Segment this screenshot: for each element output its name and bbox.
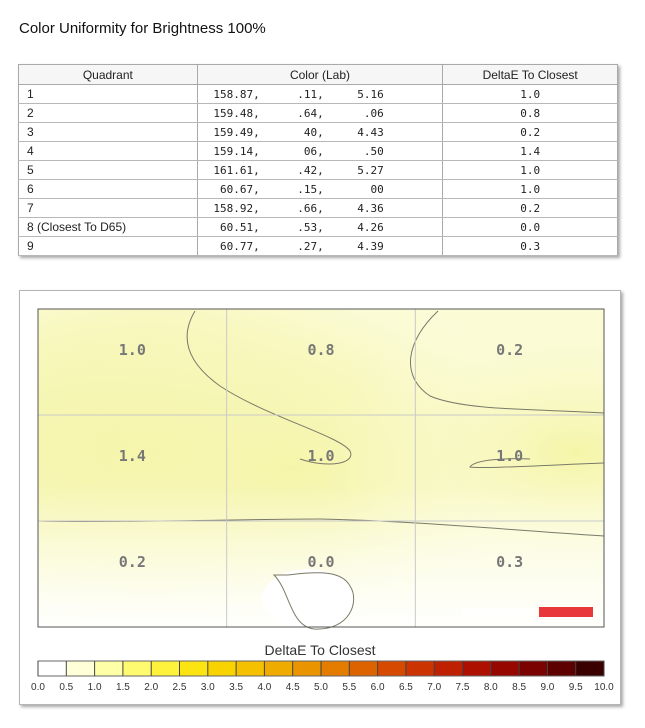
colorbar-segment [208,661,237,676]
lab-l-value: 159.14, [213,144,260,158]
lab-b-value: 4.36 [357,201,384,215]
lab-l-value: 158.92, [213,201,260,215]
colorbar-tick-label: 1.5 [115,682,130,693]
colorbar-tick-label: 8.0 [483,682,498,693]
colorbar-segment [180,661,209,676]
cell-deltae: 0.8 [443,104,618,123]
colorbar-segment [547,661,576,676]
cell-deltae: 0.3 [443,237,618,256]
cell-color-lab [197,123,443,142]
plot-area [38,309,604,629]
lab-b-value: 4.43 [357,125,384,139]
header-quadrant: Quadrant [19,65,198,85]
lab-l-value: 158.87, [213,87,260,101]
cell-label: 1.0 [496,447,524,465]
cell-deltae: 0.0 [443,218,618,237]
lab-a-value: .15, [297,182,324,196]
cell-quadrant: 9 [19,237,198,256]
colorbar-title: DeltaE To Closest [264,642,376,658]
lab-a-value: .27, [297,239,324,253]
cell-quadrant: 6 [19,180,198,199]
table-header-row [19,65,618,85]
lab-a-value: .66, [297,201,324,215]
table-row [19,199,618,218]
cell-label: 1.4 [118,447,146,465]
colorbar-segment [66,661,95,676]
colorbar-tick-label: 9.5 [568,682,583,693]
color-table [18,64,618,256]
cell-color-lab [197,104,443,123]
lab-b-value: 00 [370,182,384,196]
colorbar-segment [38,661,67,676]
cell-label: 0.8 [307,341,335,359]
cell-quadrant: 3 [19,123,198,142]
colorbar-segment [321,661,350,676]
colorbar-tick-label: 3.5 [229,682,244,693]
colorbar-tick-label: 8.5 [512,682,527,693]
colorbar-segment [264,661,293,676]
table-row [19,180,618,199]
colorbar-tick-label: 5.5 [342,682,357,693]
lab-l-value: 159.48, [213,106,260,120]
lab-l-value: 159.49, [213,125,260,139]
colorbar-segment [434,661,463,676]
cell-deltae: 1.4 [443,142,618,161]
colorbar-tick-label: 6.0 [370,682,385,693]
colorbar-tick-label: 2.0 [144,682,159,693]
page-title: Color Uniformity for Brightness 100% [19,20,266,37]
colorbar-tick-label: 3.0 [200,682,215,693]
lab-b-value: 5.16 [357,87,384,101]
colorbar-tick-label: 2.5 [172,682,187,693]
cell-label: 0.3 [496,553,524,571]
cell-quadrant: 1 [19,85,198,104]
colorbar-tick-label: 9.0 [540,682,555,693]
colorbar-tick-label: 10.0 [594,682,614,693]
colorbar-segment [519,661,548,676]
cell-deltae: 0.2 [443,199,618,218]
cell-color-lab [197,161,443,180]
colorbar-segment [293,661,322,676]
cell-quadrant: 2 [19,104,198,123]
red-marker [539,607,593,617]
cell-color-lab [197,180,443,199]
colorbar-segment [576,661,605,676]
colorbar-tick-label: 1.0 [87,682,102,693]
cell-deltae: 0.2 [443,123,618,142]
cell-label: 1.0 [307,447,335,465]
cell-quadrant: 7 [19,199,198,218]
lab-l-value: 60.67, [219,182,260,196]
header-color-lab: Color (Lab) [197,65,443,85]
table-row [19,142,618,161]
colorbar-tick-label: 5.0 [314,682,328,693]
cell-label: 0.2 [118,553,146,571]
cell-quadrant: 4 [19,142,198,161]
lab-b-value: 4.26 [357,220,384,234]
lab-l-value: 161.61, [213,163,260,177]
cell-label: 1.0 [118,341,146,359]
uniformity-heatmap [20,291,620,704]
table-row [19,123,618,142]
colorbar-segment [491,661,520,676]
lab-b-value: 4.39 [357,239,384,253]
colorbar-segment [463,661,492,676]
colorbar-segment [123,661,152,676]
lab-a-value: .42, [297,163,324,177]
colorbar-tick-label: 4.5 [285,682,300,693]
cell-color-lab [197,142,443,161]
cell-color-lab [197,85,443,104]
colorbar-tick-label: 0.0 [31,682,45,693]
table-row [19,104,618,123]
lab-a-value: 06, [303,144,324,158]
colorbar-tick-label: 7.0 [427,682,442,693]
table-row [19,85,618,104]
lab-a-value: .64, [297,106,324,120]
cell-label: 0.2 [496,341,524,359]
colorbar-tick-label: 7.5 [455,682,470,693]
cell-color-lab [197,199,443,218]
colorbar-segment [349,661,378,676]
lab-l-value: 60.77, [219,239,260,253]
cell-color-lab [197,218,443,237]
lab-b-value: .50 [363,144,384,158]
uniformity-chart-panel [19,290,621,705]
cell-label: 0.0 [307,553,335,571]
cell-quadrant: 5 [19,161,198,180]
lab-b-value: 5.27 [357,163,384,177]
colorbar-segment [95,661,124,676]
header-deltae: DeltaE To Closest [443,65,618,85]
highlight-strip [462,608,534,615]
cell-deltae: 1.0 [443,180,618,199]
colorbar-segment [236,661,265,676]
table-row [19,161,618,180]
cell-deltae: 1.0 [443,85,618,104]
colorbar-segment [406,661,435,676]
colorbar-tick-label: 6.5 [398,682,413,693]
lab-a-value: 40, [303,125,324,139]
lab-l-value: 60.51, [219,220,260,234]
lab-b-value: .06 [363,106,384,120]
colorbar-segment [378,661,407,676]
colorbar-tick-label: 0.5 [59,682,74,693]
colorbar-tick-label: 4.0 [257,682,272,693]
cell-color-lab [197,237,443,256]
table-row [19,218,618,237]
cell-deltae: 1.0 [443,161,618,180]
heat-white-spot [262,569,354,629]
cell-quadrant: 8 (Closest To D65) [19,218,198,237]
table-row [19,237,618,256]
lab-a-value: .53, [297,220,324,234]
colorbar-segment [151,661,180,676]
lab-a-value: .11, [297,87,324,101]
